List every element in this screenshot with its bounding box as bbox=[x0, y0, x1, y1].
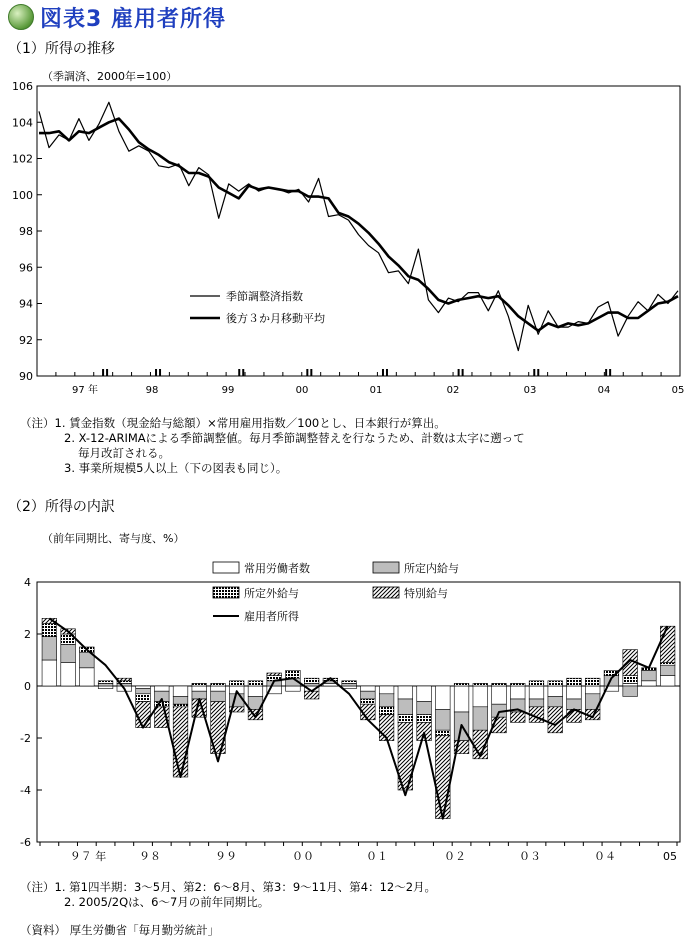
chart2-xtick-label: ０４ bbox=[594, 850, 616, 863]
chart1-month-marker bbox=[306, 369, 308, 376]
chart2-bar-employees bbox=[529, 686, 544, 699]
chart2-xtick-label: ９９ bbox=[215, 850, 237, 863]
chart2-bar-employees bbox=[211, 686, 226, 691]
chart2-bar-special-pay bbox=[436, 735, 451, 818]
chart2-bar-overtime-pay bbox=[98, 681, 113, 684]
chart1-xtick-label: 99 bbox=[221, 385, 235, 396]
source-note: （資料） 厚生労働省「毎月勤労統計」 bbox=[20, 923, 220, 937]
chart1-month-marker bbox=[310, 369, 312, 376]
chart2-bar-employees bbox=[642, 681, 657, 686]
chart2-bar-scheduled-pay bbox=[379, 694, 394, 707]
note2-line1: （注）1. 第1四半期：3～5月、第2：6～8月、第3：9～11月、第4：12～2月。 bbox=[20, 880, 437, 894]
chart1-month-marker bbox=[462, 369, 464, 376]
leaf-logo-icon bbox=[8, 4, 34, 30]
chart2-bar-overtime-pay bbox=[229, 681, 244, 686]
chart2-bar-special-pay bbox=[304, 691, 319, 699]
chart2-bar-overtime-pay bbox=[286, 670, 301, 678]
chart2-bar-overtime-pay bbox=[192, 683, 207, 686]
chart2-bar-overtime-pay bbox=[248, 681, 263, 686]
chart2-bar-employees bbox=[473, 686, 488, 707]
chart2-legend-label: 常用労働者数 bbox=[244, 562, 310, 575]
chart2-bar-overtime-pay bbox=[660, 663, 675, 666]
chart1-unit-label: （季調済、2000年=100） bbox=[42, 70, 178, 83]
chart2-bar-overtime-pay bbox=[529, 681, 544, 686]
chart2-bar-overtime-pay bbox=[136, 694, 151, 702]
chart2-legend-label: 所定内給与 bbox=[404, 562, 459, 575]
note1-line2: 2. X-12-ARIMAによる季節調整値。毎月季節調整替えを行なうため、計数は太字に遡って bbox=[64, 431, 525, 445]
chart2-bar-special-pay bbox=[173, 707, 188, 777]
section1-title: （1）所得の推移 bbox=[8, 41, 115, 57]
chart2-ytick-label: -4 bbox=[20, 784, 31, 797]
chart1-month-marker bbox=[102, 369, 104, 376]
chart2-bar-employees bbox=[585, 686, 600, 694]
chart2-bar-overtime-pay bbox=[473, 683, 488, 686]
chart1-month-marker bbox=[155, 369, 157, 376]
chart2-bar-scheduled-pay bbox=[567, 699, 582, 709]
chart2-bar-employees bbox=[192, 686, 207, 691]
chart2-bar-scheduled-pay bbox=[342, 683, 357, 686]
section2-title: （2）所得の内訳 bbox=[8, 499, 115, 515]
chart2-bar-scheduled-pay bbox=[660, 665, 675, 675]
chart2-legend-label: 所定外給与 bbox=[244, 587, 299, 600]
chart1-ytick-label: 96 bbox=[19, 261, 33, 275]
chart1-month-marker bbox=[533, 369, 535, 376]
chart2-bar-employees bbox=[398, 686, 413, 699]
chart2-bar-overtime-pay bbox=[342, 681, 357, 684]
chart1-xtick-label: 02 bbox=[446, 385, 460, 396]
chart1-series-seasonal-index-line bbox=[39, 102, 678, 350]
chart2-bar-overtime-pay bbox=[548, 681, 563, 686]
chart2-bar-overtime-pay bbox=[567, 678, 582, 686]
chart2-bar-scheduled-pay bbox=[211, 691, 226, 701]
chart1-month-marker bbox=[238, 369, 240, 376]
chart1-month-marker bbox=[159, 369, 161, 376]
note1-line4: 3. 事業所規模5人以上（下の図表も同じ）。 bbox=[64, 461, 288, 475]
chart2-bar-scheduled-pay bbox=[529, 699, 544, 707]
chart2-bar-employees bbox=[323, 683, 338, 686]
chart2-legend-label: 特別給与 bbox=[404, 587, 448, 600]
chart2-ytick-label: -2 bbox=[20, 732, 31, 745]
chart1-xtick-label: 97 年 bbox=[72, 385, 98, 396]
chart2-bar-employees bbox=[80, 668, 95, 686]
chart2-xtick-label: ０１ bbox=[366, 850, 388, 863]
chart2-bar-scheduled-pay bbox=[361, 691, 376, 699]
chart2-legend-swatch bbox=[213, 587, 239, 598]
chart2-bar-scheduled-pay bbox=[42, 637, 57, 660]
chart2-bar-overtime-pay bbox=[492, 683, 507, 686]
chart2-bar-scheduled-pay bbox=[623, 686, 638, 696]
chart2-bar-overtime-pay bbox=[623, 676, 638, 684]
chart1-month-marker bbox=[242, 369, 244, 376]
chart2-bar-overtime-pay bbox=[42, 624, 57, 637]
chart2-bar-overtime-pay bbox=[398, 715, 413, 723]
chart2-bar-employees bbox=[548, 686, 563, 696]
chart1-month-marker bbox=[537, 369, 539, 376]
chart1-month-marker bbox=[386, 369, 388, 376]
notes1 bbox=[20, 416, 525, 476]
chart2-bar-scheduled-pay bbox=[98, 683, 113, 686]
chart2-bar-scheduled-pay bbox=[229, 694, 244, 707]
chart1-ytick-label: 100 bbox=[12, 188, 33, 202]
chart2-bar-scheduled-pay bbox=[173, 696, 188, 704]
chart2-legend-swatch bbox=[213, 562, 239, 573]
chart2-bar-employees bbox=[361, 686, 376, 691]
chart2-bar-special-pay bbox=[660, 626, 675, 662]
chart1-ytick-label: 90 bbox=[19, 370, 33, 383]
chart2-bar-overtime-pay bbox=[454, 683, 469, 686]
chart2-bar-employees bbox=[286, 686, 301, 691]
note1-line1: （注）1. 賃金指数（現金給与総額）×常用雇用指数／100とし、日本銀行が算出。 bbox=[20, 416, 446, 430]
chart2-bar-scheduled-pay bbox=[61, 644, 76, 662]
chart2-bar-scheduled-pay bbox=[548, 696, 563, 706]
chart2-bar-overtime-pay bbox=[304, 678, 319, 683]
chart2-unit-label: （前年同期比、寄与度、%） bbox=[42, 532, 185, 545]
chart2-bar-employees bbox=[61, 663, 76, 686]
chart2-bar-special-pay bbox=[267, 673, 282, 676]
chart2-bar-overtime-pay bbox=[585, 678, 600, 686]
chart2-bar-employees bbox=[173, 686, 188, 696]
chart2-bar-overtime-pay bbox=[173, 704, 188, 707]
chart2-bar-overtime-pay bbox=[379, 707, 394, 715]
chart2-bar-overtime-pay bbox=[361, 699, 376, 704]
chart2-bar-scheduled-pay bbox=[417, 702, 432, 715]
chart2-bar-employees bbox=[567, 686, 582, 699]
chart2-bar-employees bbox=[492, 686, 507, 704]
chart1-month-marker bbox=[609, 369, 611, 376]
chart2-bar-employees bbox=[417, 686, 432, 702]
chart2-bar-overtime-pay bbox=[417, 715, 432, 723]
chart1-series-moving-average-line bbox=[39, 119, 678, 331]
chart1-plot-frame bbox=[37, 86, 680, 376]
chart1-ytick-label: 106 bbox=[12, 80, 33, 93]
chart2-bar-employees bbox=[136, 686, 151, 689]
chart1-xtick-label: 98 bbox=[145, 385, 159, 396]
chart2-bar-employees bbox=[248, 686, 263, 696]
note2-line2: 2. 2005/2Qは、6～7月の前年同期比。 bbox=[64, 895, 270, 909]
chart2-ytick-label: 2 bbox=[24, 628, 31, 641]
chart1-legend-label: 後方３か月移動平均 bbox=[226, 312, 325, 325]
chart2-bar-scheduled-pay bbox=[304, 683, 319, 686]
chart2-bar-special-pay bbox=[117, 678, 132, 681]
chart1-ytick-label: 104 bbox=[12, 116, 33, 130]
chart2-bar-overtime-pay bbox=[211, 683, 226, 686]
chart2-plot-frame bbox=[37, 582, 680, 842]
chart1-month-marker bbox=[106, 369, 108, 376]
chart2-bar-employees bbox=[42, 660, 57, 686]
chart1-month-marker bbox=[458, 369, 460, 376]
note1-line3: 毎月改訂される。 bbox=[78, 446, 170, 460]
chart2-ytick-label: 0 bbox=[24, 680, 31, 693]
chart2-bar-employees bbox=[379, 686, 394, 694]
chart2-bar-scheduled-pay bbox=[398, 699, 413, 715]
chart2-bar-scheduled-pay bbox=[136, 689, 151, 694]
chart2-bar-employees bbox=[154, 686, 169, 691]
chart2-bar-employees bbox=[454, 686, 469, 712]
chart2-bar-scheduled-pay bbox=[436, 709, 451, 730]
figure-title bbox=[8, 3, 226, 31]
figure-title-text: 図表3 雇用者所得 bbox=[40, 6, 226, 32]
chart2-bar-employees bbox=[436, 686, 451, 709]
chart2-bar-special-pay bbox=[417, 722, 432, 740]
chart2-xtick-label: ０３ bbox=[519, 850, 541, 863]
chart2-bar-employees bbox=[660, 676, 675, 686]
chart1-xtick-label: 05 bbox=[671, 385, 685, 396]
chart1-ytick-label: 92 bbox=[19, 333, 33, 347]
chart1-ytick-label: 102 bbox=[12, 152, 33, 166]
chart2-ytick-label: 4 bbox=[24, 576, 31, 589]
chart2-bar-scheduled-pay bbox=[192, 691, 207, 699]
chart2-bar-special-pay bbox=[510, 712, 525, 722]
chart2-bar-employees bbox=[98, 686, 113, 689]
chart1-ytick-label: 94 bbox=[19, 297, 33, 311]
chart1-xtick-label: 04 bbox=[597, 385, 611, 396]
chart2-legend-swatch bbox=[373, 562, 399, 573]
chart1-ytick-label: 98 bbox=[19, 225, 33, 238]
chart1-month-marker bbox=[605, 369, 607, 376]
chart2-bar-employees bbox=[342, 686, 357, 689]
chart2-ytick-label: -6 bbox=[20, 836, 31, 849]
chart1-month-marker bbox=[382, 369, 384, 376]
chart2-bar-employees bbox=[623, 683, 638, 686]
chart2-xtick-label: ０２ bbox=[444, 850, 466, 863]
chart2-xtick-label: ００ bbox=[292, 850, 314, 863]
chart2-bar-scheduled-pay bbox=[642, 670, 657, 680]
chart2-xtick-label: 05 bbox=[663, 850, 677, 863]
chart2-xtick-label: ９７ 年 bbox=[69, 850, 107, 863]
chart2-xtick-label: ９８ bbox=[139, 850, 161, 863]
chart2-bar-overtime-pay bbox=[510, 683, 525, 686]
chart2-bar-chart bbox=[0, 545, 687, 875]
notes2 bbox=[20, 880, 436, 910]
chart2-legend-label: 雇用者所得 bbox=[244, 610, 299, 623]
chart1-xtick-label: 01 bbox=[369, 385, 383, 396]
chart2-legend-swatch bbox=[373, 587, 399, 598]
chart2-bar-employees bbox=[510, 686, 525, 699]
chart1-xtick-label: 03 bbox=[523, 385, 537, 396]
chart2-bar-overtime-pay bbox=[436, 730, 451, 735]
chart2-bar-special-pay bbox=[136, 702, 151, 728]
chart2-bar-scheduled-pay bbox=[473, 707, 488, 730]
chart1-xtick-label: 00 bbox=[295, 385, 309, 396]
chart1-legend-label: 季節調整済指数 bbox=[226, 290, 303, 303]
